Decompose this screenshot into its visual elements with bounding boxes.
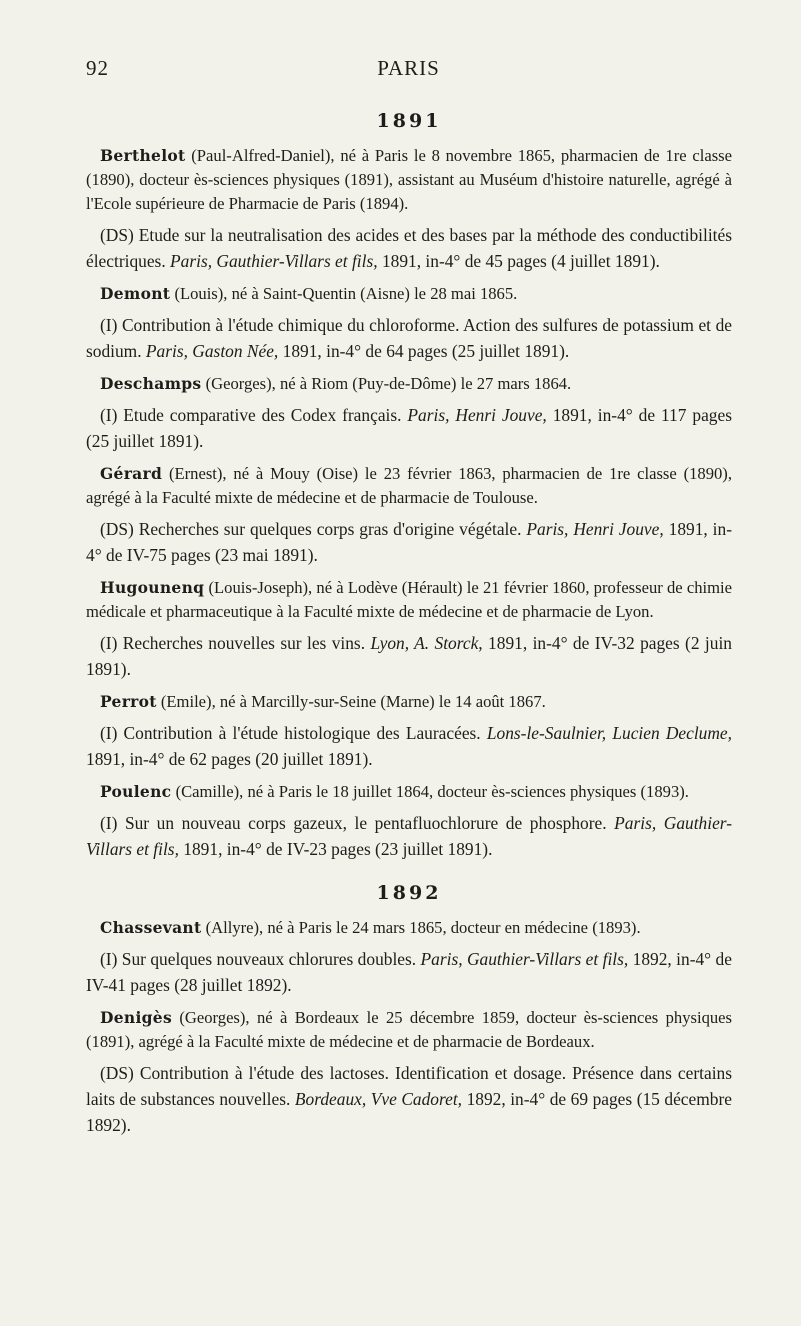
entry-bio <box>86 576 732 624</box>
entry-deniges <box>86 1006 732 1138</box>
entry-berthelot <box>86 144 732 274</box>
entry-demont <box>86 282 732 364</box>
thesis-citation <box>86 720 732 772</box>
thesis-citation <box>86 516 732 568</box>
entry-bio <box>86 144 732 216</box>
entry-perrot <box>86 690 732 772</box>
thesis-title: (DS) Recherches sur quelques corps gras d'origine végétale. <box>100 519 522 539</box>
thesis-citation <box>86 810 732 862</box>
entry-poulenc <box>86 780 732 862</box>
author-details: (Louis-Joseph), né à Lodève (Hérault) le 21 février 1860, professeur de chimie médicale et pharmaceutique à la Faculté mixte de médecine et de pharmacie de Lyon. <box>86 578 732 621</box>
year-section-1892 <box>86 882 732 1138</box>
year-heading: 1892 <box>376 882 442 904</box>
page-content <box>86 110 732 1146</box>
author-name: Gérard <box>100 464 163 483</box>
publisher: Lyon, A. Storck, <box>370 633 483 653</box>
thesis-citation <box>86 402 732 454</box>
year-section-1891 <box>86 110 732 862</box>
thesis-title: (I) Contribution à l'étude histologique des Lauracées. <box>100 723 481 743</box>
thesis-title: (I) Contribution à l'étude chimique du chloroforme. Action des sulfures de potassium et de sodium. <box>86 315 732 361</box>
publication-details: 1891, in-4° de IV-75 pages (23 mai 1891). <box>86 519 733 565</box>
entry-deschamps <box>86 372 732 454</box>
author-name: Chassevant <box>100 918 202 937</box>
page-number: 92 <box>86 56 109 80</box>
author-details: (Allyre), né à Paris le 24 mars 1865, docteur en médecine (1893). <box>205 918 641 937</box>
year-heading: 1891 <box>376 110 442 132</box>
publisher: Bordeaux, Vve Cadoret, <box>294 1089 463 1109</box>
publication-details: 1891, in-4° de 64 pages (25 juillet 1891). <box>282 341 570 361</box>
author-details: (Georges), né à Bordeaux le 25 décembre 1859, docteur ès-sciences physiques (1891), agrégé à la Faculté mixte de médecine et de pharmacie de Bordeaux. <box>86 1008 732 1051</box>
thesis-citation <box>86 946 732 998</box>
entry-bio <box>86 1006 732 1054</box>
author-name: Poulenc <box>100 782 172 801</box>
thesis-title: (I) Etude comparative des Codex français. <box>100 405 402 425</box>
publication-details: 1891, in-4° de 117 pages (25 juillet 1891). <box>86 405 732 451</box>
thesis-citation <box>86 630 732 682</box>
thesis-title: (DS) Contribution à l'étude des lactoses. Identification et dosage. Présence dans certains laits de substances nouvelles. <box>86 1063 732 1109</box>
author-name: Hugounenq <box>100 578 205 597</box>
entry-hugounenq <box>86 576 732 682</box>
author-details: (Ernest), né à Mouy (Oise) le 23 février 1863, pharmacien de 1re classe (1890), agrégé à la Faculté mixte de médecine et de pharmacie de Toulouse. <box>86 464 732 507</box>
publisher: Paris, Gauthier-Villars et fils, <box>170 251 378 271</box>
author-details: (Louis), né à Saint-Quentin (Aisne) le 28 mai 1865. <box>174 284 518 303</box>
running-title: PARIS <box>377 56 440 80</box>
author-details: (Emile), né à Marcilly-sur-Seine (Marne) le 14 août 1867. <box>160 692 546 711</box>
thesis-citation <box>86 222 732 274</box>
author-details: (Georges), né à Riom (Puy-de-Dôme) le 27 mars 1864. <box>205 374 572 393</box>
thesis-citation <box>86 312 732 364</box>
author-name: Deschamps <box>100 374 202 393</box>
publisher: Paris, Gaston Née, <box>145 341 279 361</box>
thesis-title: (I) Sur quelques nouveaux chlorures doubles. <box>100 949 417 969</box>
author-details: (Camille), né à Paris le 18 juillet 1864, docteur ès-sciences physiques (1893). <box>175 782 689 801</box>
publication-details: 1892, in-4° de 69 pages (15 décembre 1892). <box>86 1089 732 1135</box>
publisher: Paris, Henri Jouve, <box>526 519 664 539</box>
author-details: (Paul-Alfred-Daniel), né à Paris le 8 novembre 1865, pharmacien de 1re classe (1890), docteur ès-sciences physiques (1891), assistant au Muséum d'histoire naturelle, agrégé à l'Ecole supérieure de Pharmacie de Paris (1894). <box>86 146 732 213</box>
publication-details: 1891, in-4° de 62 pages (20 juillet 1891). <box>86 749 373 769</box>
author-name: Berthelot <box>100 146 186 165</box>
entry-bio <box>86 916 732 940</box>
entry-gerard <box>86 462 732 568</box>
page-header <box>86 56 731 86</box>
publisher: Lons-le-Saulnier, Lucien Declume, <box>486 723 732 743</box>
author-name: Perrot <box>100 692 157 711</box>
publication-details: 1892, in-4° de IV-41 pages (28 juillet 1892). <box>86 949 732 995</box>
publication-details: 1891, in-4° de IV-23 pages (23 juillet 1891). <box>183 839 493 859</box>
entry-bio <box>86 690 732 714</box>
publisher: Paris, Gauthier-Villars et fils, <box>420 949 629 969</box>
author-name: Denigès <box>100 1008 172 1027</box>
entry-bio <box>86 462 732 510</box>
entry-bio <box>86 282 732 306</box>
thesis-title: (I) Recherches nouvelles sur les vins. <box>100 633 366 653</box>
thesis-title: (DS) Etude sur la neutralisation des acides et des bases par la méthode des conductibilités électriques. <box>86 225 732 271</box>
publication-details: 1891, in-4° de IV-32 pages (2 juin 1891). <box>86 633 732 679</box>
thesis-citation <box>86 1060 732 1138</box>
entry-bio <box>86 372 732 396</box>
publisher: Paris, Henri Jouve, <box>407 405 547 425</box>
publisher: Paris, Gauthier-Villars et fils, <box>86 813 732 859</box>
entry-chassevant <box>86 916 732 998</box>
publication-details: 1891, in-4° de 45 pages (4 juillet 1891). <box>381 251 660 271</box>
author-name: Demont <box>100 284 171 303</box>
entry-bio <box>86 780 732 804</box>
thesis-title: (I) Sur un nouveau corps gazeux, le pentafluochlorure de phosphore. <box>100 813 607 833</box>
